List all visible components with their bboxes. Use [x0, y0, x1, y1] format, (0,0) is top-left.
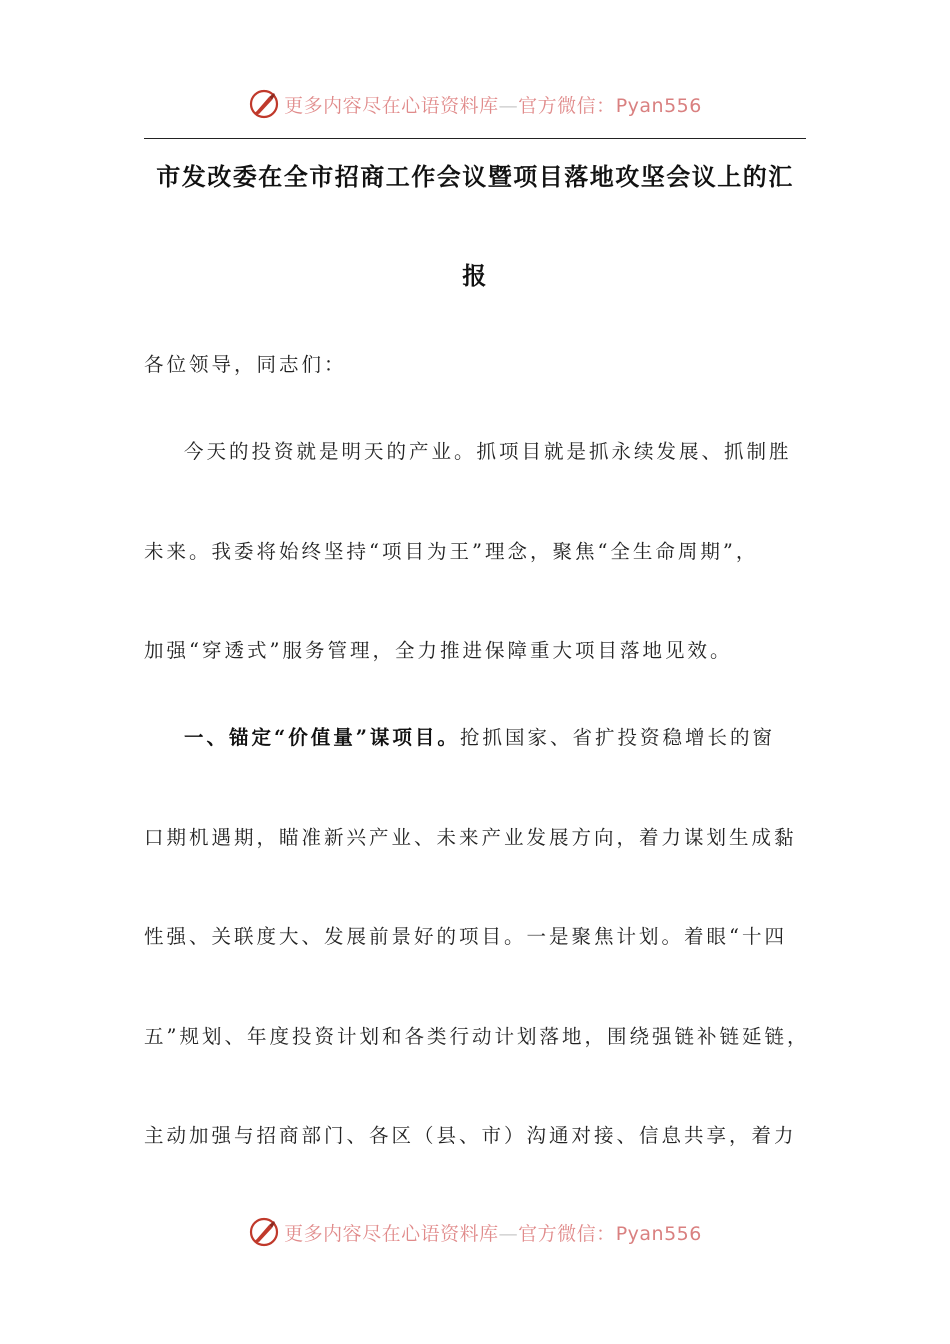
- banner-wechat-label: 官方微信：: [518, 1222, 616, 1245]
- brush-logo-icon: [248, 88, 280, 120]
- banner-main-text: 更多内容尽在心语资料库: [284, 1222, 499, 1245]
- banner-wechat-label: 官方微信：: [518, 94, 616, 117]
- paragraph-2-line-1: [144, 722, 820, 750]
- banner-separator: —: [498, 1222, 519, 1245]
- paragraph-1-line-1: 今天的投资就是明天的产业。抓项目就是抓永续发展、抓制胜: [184, 440, 792, 463]
- banner-text: [284, 91, 702, 118]
- paragraph-2-line-1-text: 抢抓国家、省扩投资稳增长的窗: [459, 726, 775, 749]
- document-title-line-1: 市发改委在全市招商工作会议暨项目落地攻坚会议上的汇: [156, 162, 794, 191]
- document-title-line-2: 报: [462, 261, 488, 290]
- header-banner: [0, 84, 950, 124]
- section-1-heading: 一、锚定“价值量”谋项目。: [184, 726, 460, 749]
- paragraph-1-line-3: 加强“穿透式”服务管理，全力推进保障重大项目落地见效。: [144, 639, 733, 662]
- paragraph-1-line-2: 未来。我委将始终坚持“项目为王”理念，聚焦“全生命周期”，: [144, 540, 759, 563]
- paragraph-2-line-3: 性强、关联度大、发展前景好的项目。一是聚焦计划。着眼“十四: [144, 925, 787, 948]
- header-divider: [144, 138, 806, 139]
- greeting: 各位领导，同志们：: [144, 353, 347, 376]
- paragraph-2-line-2: 口期机遇期，瞄准新兴产业、未来产业发展方向，着力谋划生成黏: [144, 826, 797, 849]
- brush-logo-icon: [248, 1216, 280, 1248]
- paragraph-2-line-4: 五”规划、年度投资计划和各类行动计划落地，围绕强链补链延链，: [144, 1025, 810, 1048]
- paragraph-2-line-5: 主动加强与招商部门、各区（县、市）沟通对接、信息共享，着力: [144, 1124, 797, 1147]
- banner-text: [284, 1219, 702, 1246]
- banner-separator: —: [498, 94, 519, 117]
- footer-banner: [0, 1212, 950, 1252]
- banner-wechat-id: Pyan556: [615, 1222, 702, 1245]
- banner-wechat-id: Pyan556: [615, 94, 702, 117]
- banner-main-text: 更多内容尽在心语资料库: [284, 94, 499, 117]
